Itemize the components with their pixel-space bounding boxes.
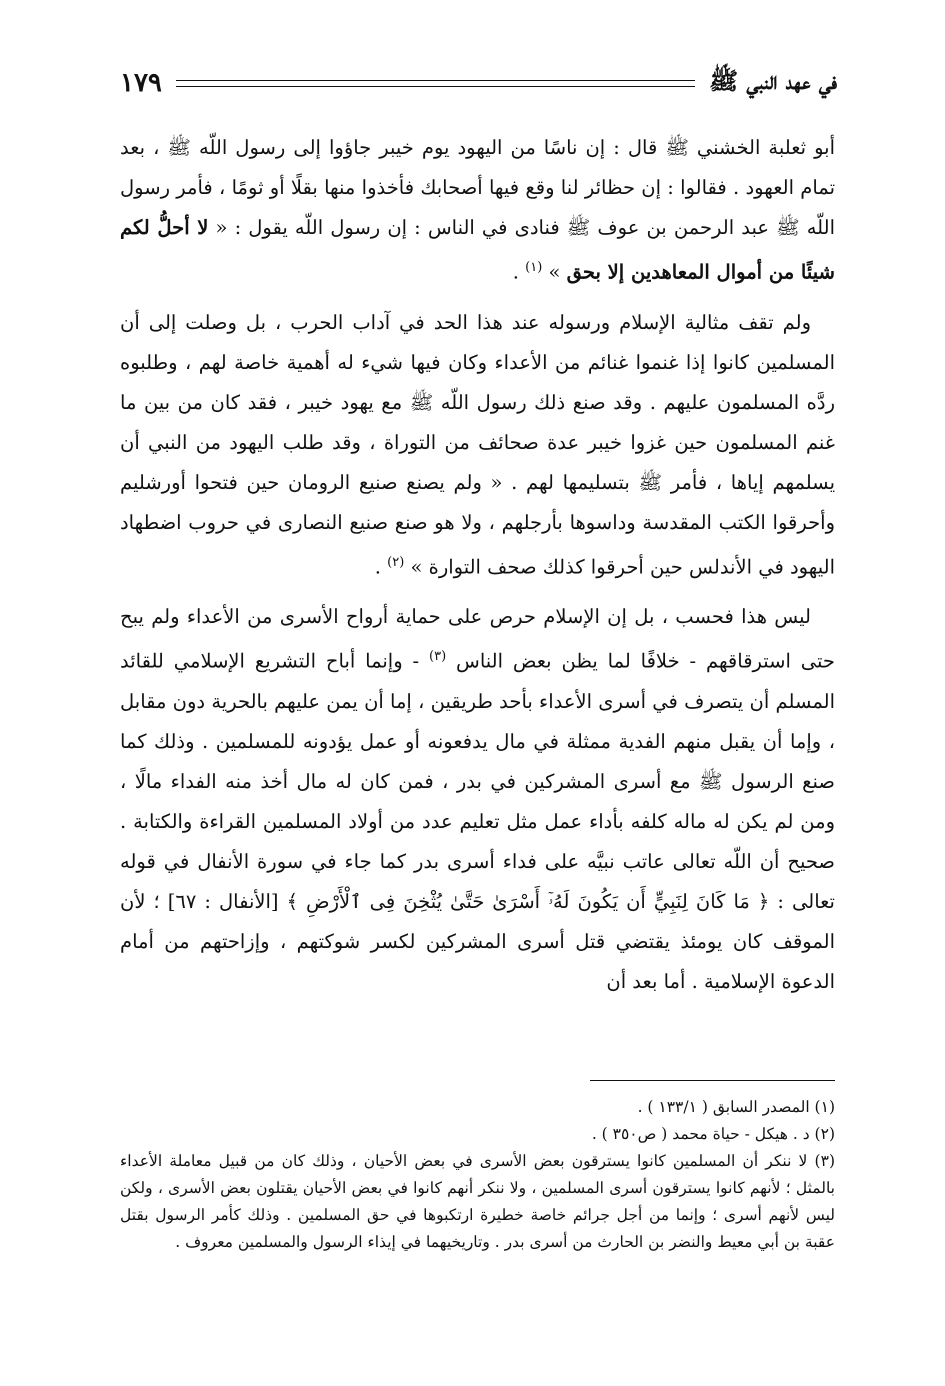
footnotes <box>120 1094 835 1256</box>
page-header <box>120 58 837 108</box>
paragraph-1 <box>120 128 835 293</box>
paragraph-2-text: ولم تقف مثالية الإسلام ورسوله عند هذا الحد في آداب الحرب ، بل وصلت إلى أن المسلمين كانوا إذا غنموا غنائم من الأعداء وكان فيها شيء له أهمية خاصة لهم ، وطلبوه ردَّه المسلمون عليهم . وقد صنع ذلك رسول اللّه ﷺ مع يهود خيبر ، فقد كان من بين ما غنم المسلمون حين غزوا خيبر عدة صحائف من التوراة ، وقد طلب اليهود من النبي أن يسلمهم إياها ، فأمر ﷺ بتسليمها لهم . « ولم يصنع صنيع الرومان حين فتحوا أورشليم وأحرقوا الكتب المقدسة وداسوها بأرجلهم ، ولا هو صنع صنيع النصارى في حروب اضطهاد اليهود في الأندلس حين أحرقوا كذلك صحف التوارة » <box>120 310 835 578</box>
footnote-ref-1: (١) <box>525 260 543 275</box>
footnote-ref-3: (٣) <box>429 649 447 664</box>
running-title: في عهد النبي ﷺ <box>709 65 837 95</box>
header-rule-top <box>176 80 695 81</box>
paragraph-3-end: - وإنما أباح التشريع الإسلامي للقائد المسلم أن يتصرف في أسرى الأعداء بأحد طريقين ، إما أن يمن عليهم بالحرية دون مقابل ، وإما أن يقبل منهم الفدية ممثلة في مال يدفعونه أو عمل يؤدونه للمسلمين . وذلك كما صنع الرسول ﷺ مع أسرى المشركين في بدر ، فمن كان له مال أخذ منه الفداء مالًا ، ومن لم يكن له ماله كلفه بأداء عمل مثل تعليم عدد من أولاد المسلمين القراءة والكتابة . صحيح أن اللّه تعالى عاتب نبيَّه على فداء أسرى بدر كما جاء في سورة الأنفال في قوله تعالى : ﴿ مَا كَانَ لِنَبِيٍّ أَن يَكُونَ لَهُۥٓ أَسْرَىٰ حَتَّىٰ يُثْخِنَ فِى ٱلْأَرْضِ ﴾ [الأنفال : ٦٧] ؛ لأن الموقف كان يومئذ يقتضي قتل أسرى المشركين لكسر شوكتهم ، وإزاحتهم من أمام الدعوة الإسلامية . أما بعد أن <box>120 649 835 993</box>
page-number: ١٧٩ <box>120 68 162 98</box>
footnote-1: (١) المصدر السابق ( ١٣٣/١ ) . <box>637 1098 835 1116</box>
paragraph-2-end: . <box>374 555 388 578</box>
footnote-3: (٣) لا ننكر أن المسلمين كانوا يسترقون بعض الأسرى في بعض الأحيان ، وذلك كان من قبيل معاملة الأعداء بالمثل ؛ لأنهم كانوا يسترقون أسرى المسلمين ، ولا ننكر أنهم كانوا في بعض الأحيان يقتلون بعض الأسرى ، ولكن ليس لأنهم أسرى ؛ وإنما من أجل جرائم خاصة خطيرة ارتكبوها في حق المسلمين . وذلك كأمر الرسول بقتل عقبة بن أبي معيط والنضر بن الحارث من أسرى بدر . وتاريخيهما في إيذاء الرسول والمسلمين معروف . <box>120 1152 835 1251</box>
paragraph-1-text: أبو ثعلبة الخشني ﷺ قال : إن ناسًا من اليهود يوم خيبر جاؤوا إلى رسول اللّه ﷺ ، بعد تمام العهود . فقالوا : إن حظائر لنا وقع فيها أصحابك فأخذوا منها بقلًا أو ثومًا ، فأمر رسول اللّه ﷺ عبد الرحمن بن عوف ﷺ فنادى في الناس : إن رسول اللّه يقول : « <box>120 136 835 239</box>
paragraph-1-quote-close: » <box>542 260 567 284</box>
footnote-separator <box>590 1080 835 1081</box>
paragraph-2 <box>120 303 835 588</box>
header-double-rule <box>176 80 695 87</box>
paragraph-1-end: . <box>512 260 526 284</box>
footnote-ref-2: (٢) <box>387 554 405 570</box>
paragraph-3-text: ليس هذا فحسب ، بل إن الإسلام حرص على حماية أرواح الأسرى من الأعداء ولم يبح حتى استرقاقهم - خلافًا لما يظن بعض الناس <box>120 605 835 673</box>
hadith-quote: لا أحلُّ لكم شيئًا من أموال المعاهدين إلا بحق <box>120 216 835 284</box>
paragraph-3 <box>120 597 835 1002</box>
body-text <box>120 128 835 1012</box>
header-rule-bottom <box>176 86 695 87</box>
footnote-2: (٢) د . هيكل - حياة محمد ( ص٣٥٠ ) . <box>591 1125 835 1143</box>
